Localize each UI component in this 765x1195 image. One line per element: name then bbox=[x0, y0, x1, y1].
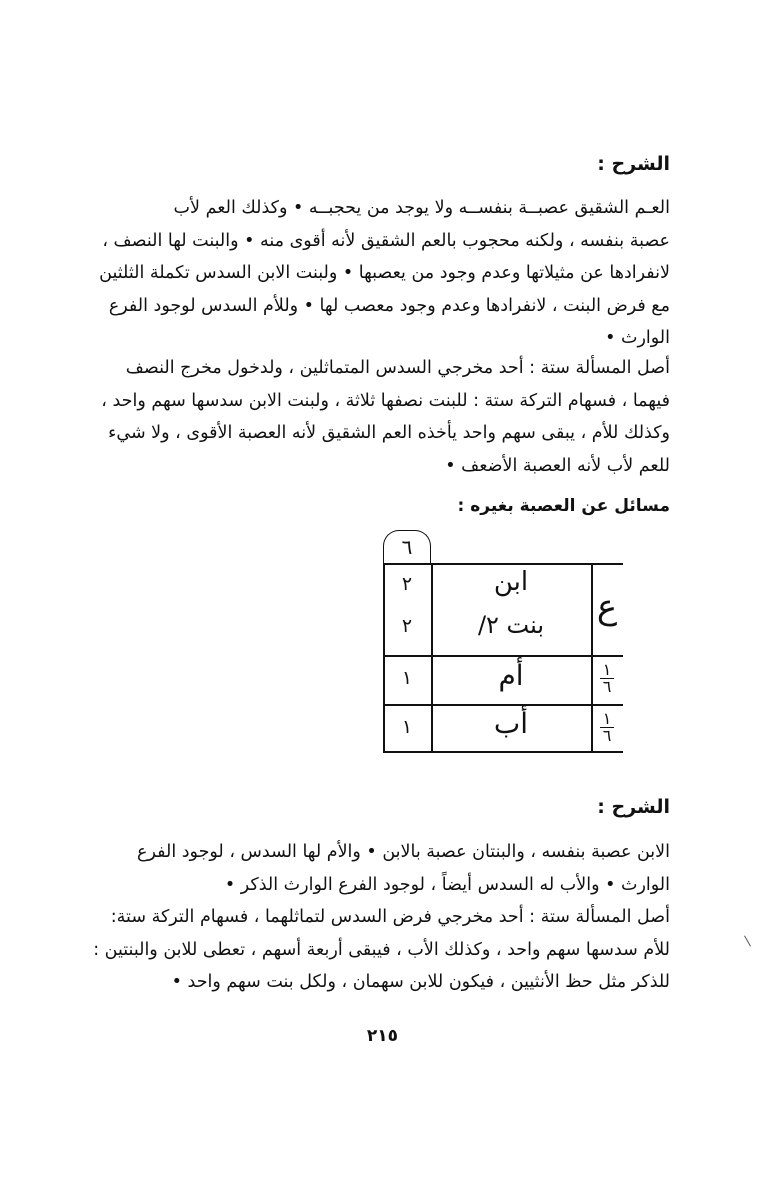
problem-base: ٦ bbox=[383, 530, 431, 564]
explanation-paragraph bbox=[90, 901, 670, 999]
text-line: الابن عصبة بنفسه ، والبنتان عصبة بالابن • والأم لها السدس ، لوجود الفرع bbox=[137, 842, 670, 862]
heir-cell: أم bbox=[498, 659, 524, 692]
text-line: الوارث • bbox=[605, 328, 670, 348]
text-line: وكذلك للأم ، يبقى سهم واحد يأخذه العم الشقيق لأنه العصبة الأقوى ، ولا شيء bbox=[108, 423, 670, 443]
text-line: للعم لأب لأنه العصبة الأضعف • bbox=[445, 455, 670, 476]
text-line: للذكر مثل حظ الأنثيين ، فيكون للابن سهمان ، ولكل بنت سهم واحد • bbox=[171, 972, 670, 992]
text-line: العـم الشقيق عصبــة بنفســه ولا يوجد من يحجبــه • وكذلك العم لأب bbox=[173, 198, 670, 218]
text-line: فيهما ، فسهام التركة ستة : للبنت نصفها ثلاثة ، ولبنت الابن سدسها سهم واحد ، bbox=[101, 390, 670, 411]
portion-cell: ٢ bbox=[401, 573, 413, 595]
portion-cell: ١ bbox=[401, 716, 413, 738]
fraction bbox=[600, 662, 615, 695]
share-cell: ع bbox=[596, 587, 618, 627]
heir-cell: ابن bbox=[493, 567, 529, 597]
share-cell bbox=[591, 711, 623, 745]
fraction-numerator: ١ bbox=[600, 662, 615, 679]
text-line: لانفرادها عن مثيلاتها وعدم وجود من يعصبها • ولبنت الابن السدس تكملة الثلثين bbox=[99, 263, 670, 283]
text-line: للأم سدسها سهم واحد ، وكذلك الأب ، فيبقى أربعة أسهم ، تعطى للابن والبنتين : bbox=[93, 939, 670, 960]
text-line: عصبة بنفسه ، ولكنه محجوب بالعم الشقيق لأنه أقوى منه • والبنت لها النصف ، bbox=[102, 230, 670, 251]
fraction bbox=[600, 711, 615, 744]
text-line: مع فرض البنت ، لانفرادها وعدم وجود معصب لها • وللأم السدس لوجود الفرع bbox=[108, 295, 670, 316]
scan-mark bbox=[744, 936, 751, 947]
fraction-denominator: ٦ bbox=[602, 677, 612, 696]
heir-cell: بنت ٢/ bbox=[477, 611, 545, 639]
text-line: الوارث • والأب له السدس أيضاً ، لوجود الفرع الوارث الذكر • bbox=[224, 874, 670, 895]
table-border bbox=[383, 563, 623, 565]
inheritance-table bbox=[383, 563, 623, 753]
explanation-paragraph bbox=[90, 192, 670, 355]
fraction-numerator: ١ bbox=[600, 711, 615, 728]
explanation-heading: الشرح : bbox=[597, 796, 670, 818]
text-line: أصل المسألة ستة : أحد مخرجي السدس المتماثلين ، ولدخول مخرج النصف bbox=[125, 358, 670, 378]
table-divider bbox=[383, 704, 623, 706]
fraction-denominator: ٦ bbox=[602, 726, 612, 745]
share-cell bbox=[591, 662, 623, 696]
text-line: أصل المسألة ستة : أحد مخرجي فرض السدس لتماثلهما ، فسهام التركة ستة: bbox=[110, 907, 670, 927]
explanation-paragraph bbox=[90, 352, 670, 482]
table-border bbox=[383, 751, 623, 753]
table-divider bbox=[383, 655, 623, 657]
explanation-paragraph bbox=[90, 836, 670, 901]
portion-cell: ٢ bbox=[401, 615, 413, 637]
page-number: ٢١٥ bbox=[366, 1026, 399, 1046]
explanation-heading: الشرح : bbox=[597, 153, 670, 175]
heir-cell: أب bbox=[493, 707, 529, 740]
portion-cell: ١ bbox=[401, 667, 413, 689]
section-subheading: مسائل عن العصبة بغيره : bbox=[457, 496, 670, 516]
